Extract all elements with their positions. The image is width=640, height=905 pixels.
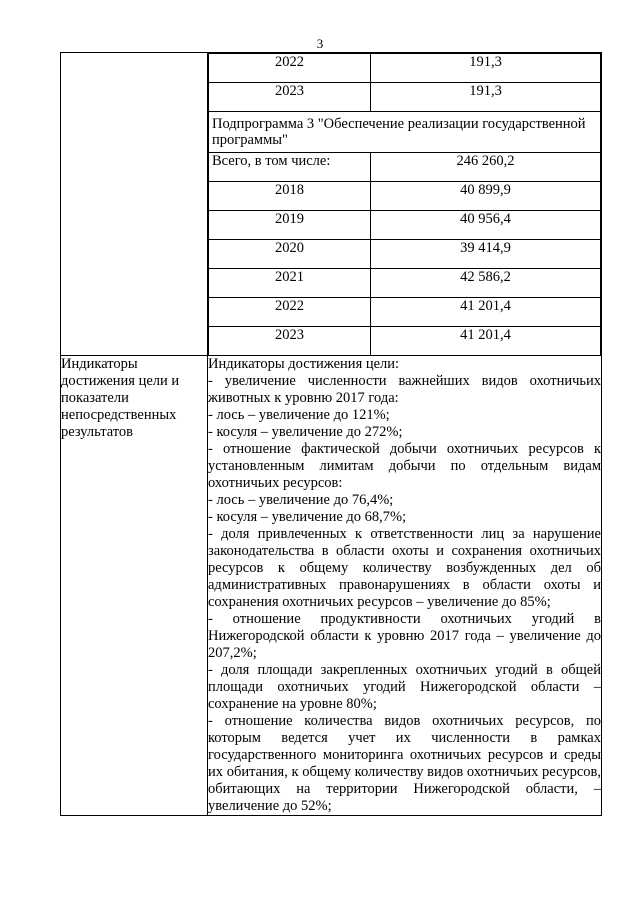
list-item: - лось – увеличение до 76,4%; [208,492,394,508]
list-item: - отношение количества видов охотничьих ресурсов, по которым ведется учет их численности в рамках государственного мониторинга охотничьих ресурсов и среды их обитания, к общему количеству видов охотничьих ресурсов, обитающих на территории Нижегородской области, – увеличение до 52%; [208,713,601,814]
year-cell: 2022 [209,298,371,327]
indicators-label: Индикаторы достижения цели и показатели непосредственных результатов [61,356,208,816]
list-item: - отношение продуктивности охотничьих угодий в Нижегородской области к уровню 2017 года – увеличение до 207,2%; [208,611,601,661]
year-cell: 2021 [209,269,371,298]
table-row [209,298,601,327]
table-row [209,182,601,211]
table-row [209,54,601,83]
value-cell: 41 201,4 [371,298,601,327]
year-cell: 2023 [209,327,371,356]
table-row [209,240,601,269]
indicators-heading: Индикаторы достижения цели: [208,356,400,372]
value-cell: 191,3 [371,83,601,112]
value-cell: 42 586,2 [371,269,601,298]
indicators-list [208,356,602,816]
list-item: - отношение фактической добычи охотничьих ресурсов к установленным лимитам добычи по отдельным видам охотничьих ресурсов: [208,441,601,491]
passport-table [60,52,602,816]
year-cell: 2018 [209,182,371,211]
table-row [209,83,601,112]
value-cell: 40 956,4 [371,211,601,240]
list-item: - увеличение численности важнейших видов охотничьих животных к уровню 2017 года: [208,373,601,406]
indicators-row [61,356,602,816]
list-item: - косуля – увеличение до 272%; [208,424,403,440]
total-row [209,153,601,182]
year-cell: 2019 [209,211,371,240]
year-cell: 2023 [209,83,371,112]
list-item: - доля привлеченных к ответственности лиц за нарушение законодательства в области охоты и сохранения охотничьих ресурсов к общему количеству возбужденных дел об административных правонарушениях в области охоты и сохранения охотничьих ресурсов – увеличение до 85%; [208,526,601,610]
table-row [209,327,601,356]
value-cell: 191,3 [371,54,601,83]
funding-row [61,53,602,356]
funding-cell [208,53,602,356]
table-row [209,269,601,298]
value-cell: 40 899,9 [371,182,601,211]
value-cell: 41 201,4 [371,327,601,356]
funding-label-cell [61,53,208,356]
table-row [209,211,601,240]
list-item: - лось – увеличение до 121%; [208,407,390,423]
list-item: - косуля – увеличение до 68,7%; [208,509,407,525]
list-item: - доля площади закрепленных охотничьих угодий в общей площади охотничьих угодий Нижегородской области – сохранение на уровне 80%; [208,662,601,712]
year-cell: 2022 [209,54,371,83]
subprogram-title: Подпрограмма 3 "Обеспечение реализации государственной программы" [209,112,601,153]
total-label: Всего, в том числе: [209,153,371,182]
year-cell: 2020 [209,240,371,269]
value-cell: 39 414,9 [371,240,601,269]
total-value: 246 260,2 [371,153,601,182]
subprogram-row [209,112,601,153]
page-number: 3 [316,36,324,51]
funding-table [208,53,601,355]
